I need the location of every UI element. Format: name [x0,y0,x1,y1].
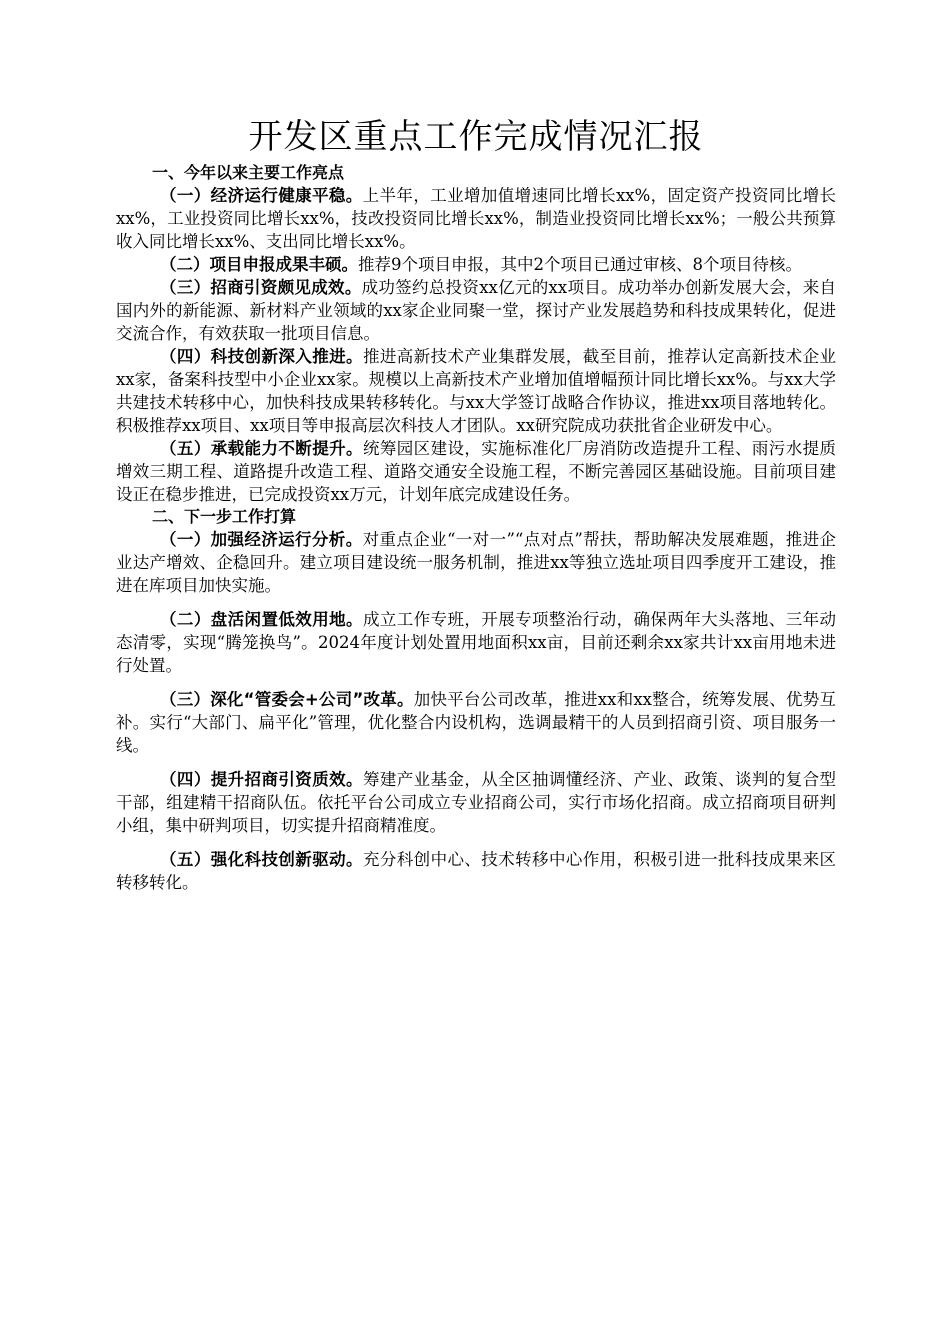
paragraph-body: 统筹园区建设，实施标准化厂房消防改造提升工程、雨污水提质增效三期工程、道路提升改造工程、道路交通安全设施工程，不断完善园区基础设施。目前项目建设正在稳步推进，已完成投资xx万元，计划年底完成建设任务。 [116,439,837,504]
paragraph-economic-analysis [116,528,836,597]
paragraph-economy [116,184,836,253]
paragraph-reform [116,688,836,757]
paragraph-body: 充分科创中心、技术转移中心作用，积极引进一批科技成果来区转移转化。 [116,850,837,892]
paragraph-tech-innovation [116,848,836,894]
paragraph-lead: （三）深化“管委会+公司”改革。 [160,690,414,709]
paragraph-body: 推荐9个项目申报，其中2个项目已通过审核、8个项目待核。 [358,255,802,274]
paragraph-lead: （五）承载能力不断提升。 [160,439,363,458]
paragraph-lead: （一）加强经济运行分析。 [160,530,363,549]
paragraph-body: 成功签约总投资xx亿元的xx项目。成功举办创新发展大会，来自国内外的新能源、新材料产业领域的xx家企业同聚一堂，探讨产业发展趋势和科技成果转化，促进交流合作，有效获取一批项目信息。 [116,278,836,343]
paragraph-lead: （一）经济运行健康平稳。 [160,186,363,205]
paragraph-project-application [116,253,836,276]
paragraph-body: 上半年，工业增加值增速同比增长xx%，固定资产投资同比增长xx%，工业投资同比增长xx%，技改投资同比增长xx%，制造业投资同比增长xx%；一般公共预算收入同比增长xx%、支出同比增长xx%。 [116,186,837,251]
paragraph-capacity [116,437,836,506]
paragraph-lead: （五）强化科技创新驱动。 [160,850,363,869]
paragraph-lead: （四）科技创新深入推进。 [160,347,363,366]
paragraph-lead: （三）招商引资颇见成效。 [160,278,362,297]
paragraph-body: 筹建产业基金，从全区抽调懂经济、产业、政策、谈判的复合型干部，组建精干招商队伍。依托平台公司成立专业招商公司，实行市场化招商。成立招商项目研判小组，集中研判项目，切实提升招商精准度。 [116,770,837,835]
section-highlights [116,162,836,506]
section-next-steps [116,506,836,894]
paragraph-body: 成立工作专班，开展专项整治行动，确保两年大头落地、三年动态清零，实现“腾笼换鸟”。2024年度计划处置用地面积xx亩，目前还剩余xx家共计xx亩用地未进行处置。 [116,610,837,675]
document-page [116,112,836,894]
paragraph-lead: （二）项目申报成果丰硕。 [160,255,358,274]
section-heading: 二、下一步工作打算 [152,507,297,526]
paragraph-lead: （二）盘活闲置低效用地。 [160,610,363,629]
paragraph-investment [116,276,836,345]
paragraph-investment-quality [116,768,836,837]
section-heading: 一、今年以来主要工作亮点 [152,163,345,182]
paragraph-body: 加快平台公司改革，推进xx和xx整合，统筹发展、优势互补。实行“大部门、扁平化”管理，优化整合内设机构，选调最精干的人员到招商引资、项目服务一线。 [116,690,836,755]
paragraph-lead: （四）提升招商引资质效。 [160,770,363,789]
paragraph-innovation [116,345,836,437]
document-title: 开发区重点工作完成情况汇报 [248,117,704,157]
paragraph-body: 推进高新技术产业集群发展，截至目前，推荐认定高新技术企业xx家，备案科技型中小企业xx家。规模以上高新技术产业增加值增幅预计同比增长xx%。与xx大学共建技术转移中心，加快科技成果转移转化。与xx大学签订战略合作协议，推进xx项目落地转化。积极推荐xx项目、xx项目等申报高层次科技人才团队。xx研究院成功获批省企业研发中心。 [116,347,837,435]
paragraph-idle-land [116,608,836,677]
paragraph-body: 对重点企业“一对一”“点对点”帮扶，帮助解决发展难题，推进企业达产增效、企稳回升。建立项目建设统一服务机制，推进xx等独立选址项目四季度开工建设，推进在库项目加快实施。 [116,530,836,595]
